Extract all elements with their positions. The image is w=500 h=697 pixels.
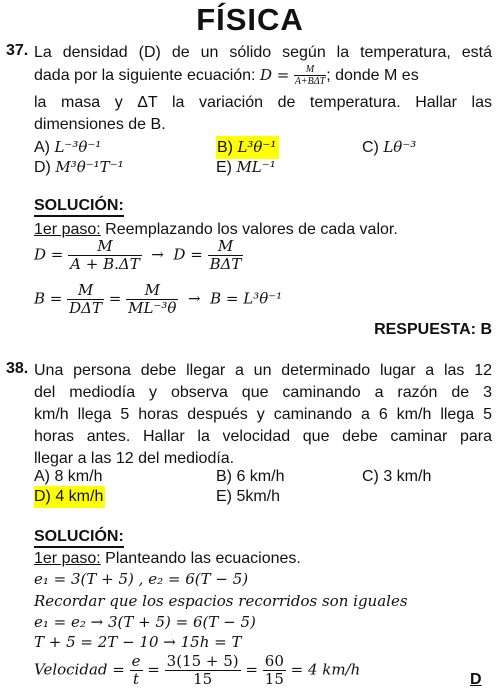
eq-fraction <box>67 282 104 317</box>
q37-eq-lhs: D = <box>259 66 290 84</box>
eq-fraction <box>130 653 143 688</box>
eq-den: DΔT <box>69 299 103 317</box>
eq-lhs: D = <box>173 245 203 264</box>
option-label: B) <box>217 139 233 156</box>
option-label: E) <box>216 159 232 176</box>
eq-den: BΔT <box>209 255 242 273</box>
eq-num: M <box>68 238 142 256</box>
q37-eq-fraction <box>294 64 326 87</box>
question-number-38: 38. <box>6 360 29 377</box>
eq-fraction <box>68 238 142 273</box>
eq-fraction <box>165 653 241 688</box>
arrow-icon: → <box>151 245 164 264</box>
q38-option-d-highlighted: D) 4 km/h <box>34 486 105 508</box>
step-label: 1er paso: <box>34 550 101 567</box>
q38-option-a: A) 8 km/h <box>34 468 103 485</box>
option-value: Lθ⁻³ <box>383 138 417 156</box>
q37-respuesta: RESPUESTA: B <box>374 321 492 338</box>
option-value: M³θ⁻¹T⁻¹ <box>55 158 124 176</box>
q37-line-1: La densidad (D) de un sólido según la temperatura, está <box>34 44 492 61</box>
step-text: Planteando las ecuaciones. <box>100 550 301 567</box>
q38-velocity-equation <box>34 653 360 688</box>
equals-sign: = <box>147 660 160 679</box>
equals-sign: = <box>108 289 122 308</box>
eq-lhs: Velocidad = <box>34 660 125 679</box>
q38-answer: D <box>470 671 482 688</box>
step-text: Reemplazando los valores de cada valor. <box>100 221 398 238</box>
step-label: 1er paso: <box>34 221 101 238</box>
option-label: C) <box>362 139 379 156</box>
option-value: L⁻³θ⁻¹ <box>54 138 102 156</box>
q37-option-e <box>216 156 276 179</box>
q38-equation-1: e₁ = 3(T + 5) , e₂ = 6(T − 5) <box>34 570 249 588</box>
eq-fraction <box>208 238 244 273</box>
q38-line-4: horas antes. Hallar la velocidad que debe caminar para <box>34 428 492 445</box>
q37-option-d <box>34 156 124 179</box>
option-label: D) <box>34 159 51 176</box>
q37-line-2a: dada por la siguiente ecuación: <box>34 67 256 84</box>
eq-result: B = L³θ⁻¹ <box>210 289 283 308</box>
q37-line-2 <box>34 64 494 87</box>
eq-fraction <box>126 282 178 317</box>
q38-option-e: E) 5km/h <box>216 488 281 505</box>
equals-sign: = <box>245 660 258 679</box>
option-value: L³θ⁻¹ <box>237 138 277 156</box>
q38-option-c: C) 3 km/h <box>362 468 432 485</box>
q37-equation-1 <box>34 238 243 273</box>
eq-result: = 4 km/h <box>290 660 361 679</box>
q37-solucion-heading: SOLUCIÓN: <box>34 197 124 217</box>
eq-num: 60 <box>264 652 284 670</box>
q38-step-1 <box>34 548 301 570</box>
q38-line-5: llegar a las 12 del mediodía. <box>34 450 235 467</box>
q37-equation-2 <box>34 282 282 317</box>
eq-num: M <box>67 282 104 300</box>
page-title: FÍSICA <box>196 2 304 37</box>
eq-num: e <box>131 652 141 670</box>
eq-num: 3(15 + 5) <box>166 652 239 670</box>
eq-den: A + B.ΔT <box>70 255 140 273</box>
q37-eq-den: A+BΔT <box>294 76 326 88</box>
q37-line-2b: ; donde M es <box>326 67 419 84</box>
q38-solucion-heading: SOLUCIÓN: <box>34 528 124 548</box>
question-number-37: 37. <box>6 42 29 59</box>
eq-den: 15 <box>193 670 213 688</box>
eq-fraction <box>263 653 286 688</box>
q37-option-c <box>362 136 416 159</box>
q38-option-b: B) 6 km/h <box>216 468 285 485</box>
q37-eq-num: M <box>294 64 326 76</box>
eq-lhs: B = <box>34 289 63 308</box>
eq-num: M <box>208 238 244 256</box>
q37-line-3: la masa y ΔT la variación de temperatura. Hallar las <box>34 94 492 111</box>
q38-recordar: Recordar que los espacios recorridos son iguales <box>34 592 408 610</box>
arrow-icon: → <box>187 289 201 308</box>
eq-num: M <box>126 282 178 300</box>
q38-line-2: del mediodía y observa que caminando a razón de 3 <box>34 384 492 401</box>
q38-line-3: km/h llega 5 horas después y caminando a 6 km/h llega 5 <box>34 406 492 423</box>
option-label: A) <box>34 139 50 156</box>
eq-lhs: D = <box>34 245 64 264</box>
eq-den: ML⁻³θ <box>128 299 177 317</box>
q38-equation-3: T + 5 = 2T − 10 → 15h = T <box>34 633 242 651</box>
q37-line-4: dimensiones de B. <box>34 116 166 133</box>
q38-equation-2: e₁ = e₂ → 3(T + 5) = 6(T − 5) <box>34 613 256 631</box>
q38-line-1: Una persona debe llegar a un determinado lugar a las 12 <box>34 362 492 379</box>
eq-den: t <box>133 670 140 688</box>
eq-den: 15 <box>264 670 284 688</box>
option-value: ML⁻¹ <box>236 158 276 176</box>
